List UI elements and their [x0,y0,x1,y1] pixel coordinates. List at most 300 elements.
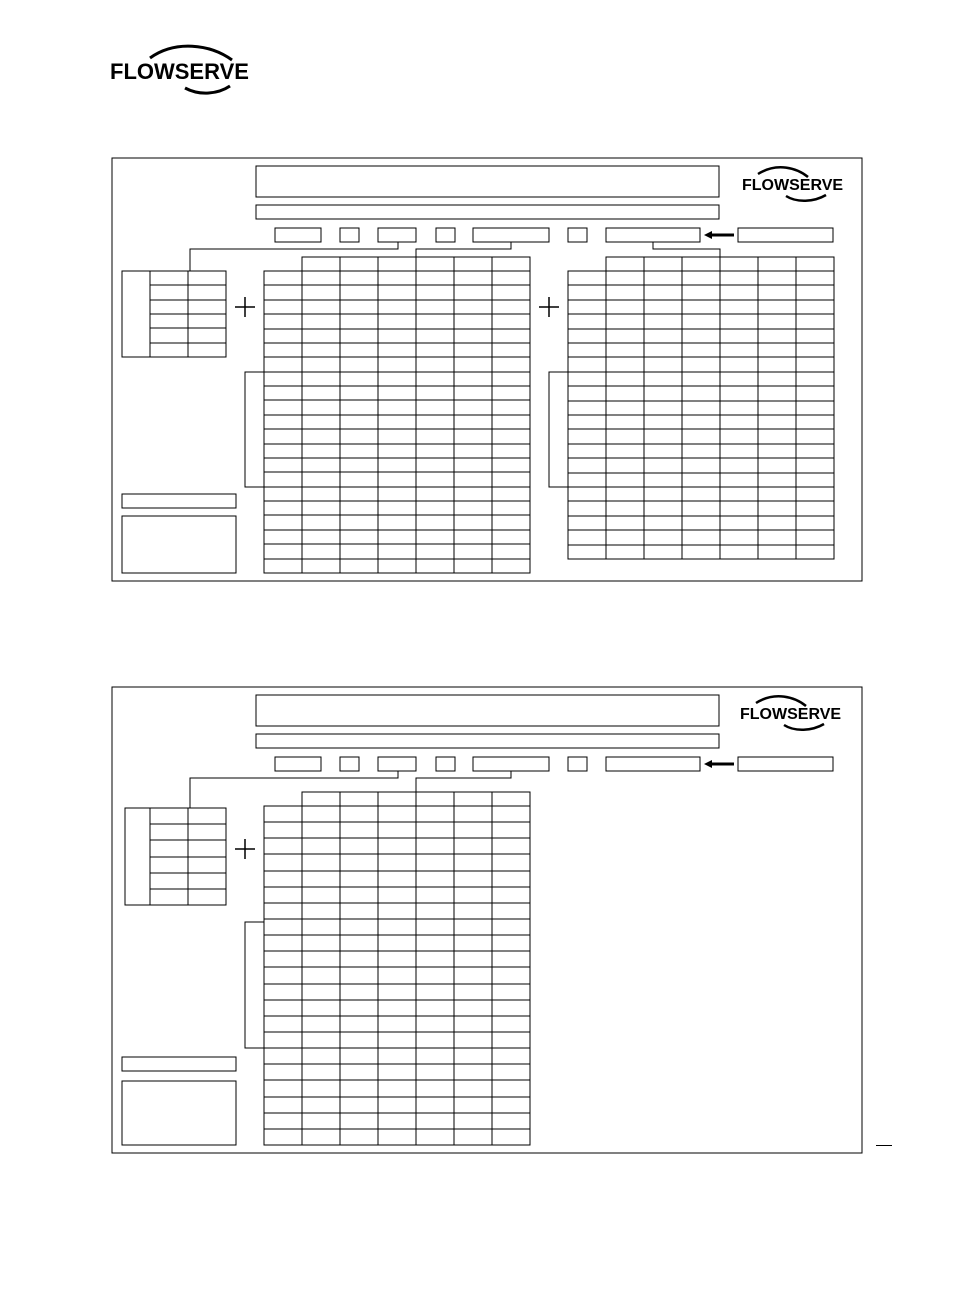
code-box-2[interactable] [340,228,359,242]
main-grid-row-label-cell[interactable] [264,415,302,429]
small-grid-cell[interactable] [188,808,226,824]
secondary-grid-table-cell[interactable] [606,530,644,545]
main-grid-table-cell[interactable] [454,903,492,919]
main-grid-table-cell[interactable] [416,887,454,903]
secondary-grid-table-cell[interactable] [606,314,644,329]
small-grid-cell[interactable] [150,328,188,343]
main-grid-table-cell[interactable] [340,967,378,984]
main-grid-table-cell[interactable] [416,1113,454,1129]
main-grid-row-label-cell[interactable] [264,400,302,415]
main-grid-table-cell[interactable] [378,530,416,544]
main-grid-table-cell[interactable] [378,919,416,935]
main-grid-table-cell[interactable] [302,429,340,444]
small-grid-cell[interactable] [150,857,188,873]
main-grid-table-cell[interactable] [454,386,492,400]
main-grid-table-cell[interactable] [454,854,492,871]
main-grid-table-cell[interactable] [378,544,416,559]
secondary-grid-table-cell[interactable] [796,501,834,516]
secondary-grid-table-cell[interactable] [682,415,720,429]
main-grid-table-cell[interactable] [340,487,378,501]
main-grid-table-cell[interactable] [416,530,454,544]
secondary-grid-table-cell[interactable] [644,429,682,444]
main-grid-table-cell[interactable] [492,1113,530,1129]
main-grid-row-label-cell[interactable] [264,967,302,984]
secondary-grid-table-cell[interactable] [758,429,796,444]
main-grid-table-cell[interactable] [454,343,492,357]
main-grid-table-cell[interactable] [302,1016,340,1032]
secondary-grid-table-cell[interactable] [796,343,834,357]
main-grid-table-cell[interactable] [454,1113,492,1129]
code-box-1[interactable] [275,757,321,771]
main-grid-table-cell[interactable] [416,314,454,329]
main-grid-table-cell[interactable] [378,1048,416,1064]
main-grid-row-label-cell[interactable] [264,386,302,400]
main-grid-table-cell[interactable] [302,951,340,967]
main-grid-table-cell[interactable] [302,386,340,400]
main-grid-table-cell[interactable] [416,415,454,429]
main-grid-table-cell[interactable] [378,285,416,300]
secondary-grid-table-cell[interactable] [606,285,644,300]
main-grid-table-cell[interactable] [454,429,492,444]
main-grid-row-label-cell[interactable] [264,271,302,285]
main-grid-table-cell[interactable] [378,903,416,919]
main-grid-table-cell[interactable] [340,806,378,822]
main-grid-table-cell[interactable] [454,838,492,854]
secondary-grid-table-cell[interactable] [682,444,720,458]
secondary-grid-table-cell[interactable] [682,386,720,401]
main-grid-row-label-cell[interactable] [264,1032,302,1048]
secondary-grid-table-cell[interactable] [682,401,720,415]
main-grid-table-cell[interactable] [378,854,416,871]
secondary-grid-table-cell[interactable] [758,501,796,516]
secondary-grid-table-cell[interactable] [682,501,720,516]
main-grid-table-cell[interactable] [416,1016,454,1032]
main-grid-table-cell[interactable] [340,343,378,357]
main-grid-table-cell[interactable] [302,871,340,887]
main-grid-table-cell[interactable] [416,1048,454,1064]
main-grid-table-cell[interactable] [302,919,340,935]
main-grid-table-cell[interactable] [340,530,378,544]
code-box-4[interactable] [436,757,455,771]
secondary-grid-row-label-cell[interactable] [568,545,606,559]
main-grid-table-cell[interactable] [302,501,340,515]
secondary-grid-table-cell[interactable] [606,300,644,314]
main-grid-table-cell[interactable] [492,343,530,357]
main-grid-table-cell[interactable] [454,501,492,515]
main-grid-table-cell[interactable] [454,822,492,838]
main-grid-table-cell[interactable] [378,343,416,357]
secondary-grid-row-label-cell[interactable] [568,473,606,487]
main-grid-table-cell[interactable] [340,1097,378,1113]
title-field[interactable] [256,695,719,726]
main-grid-table-cell[interactable] [454,984,492,1000]
main-grid-table-cell[interactable] [378,559,416,573]
main-grid-table-cell[interactable] [416,400,454,415]
secondary-grid-row-label-cell[interactable] [568,300,606,314]
main-grid-table-cell[interactable] [302,372,340,386]
subtitle-field[interactable] [256,734,719,748]
secondary-grid-table-cell[interactable] [758,329,796,343]
secondary-grid-table-cell[interactable] [644,458,682,473]
main-grid-table-cell[interactable] [492,515,530,530]
secondary-grid-table-cell[interactable] [720,401,758,415]
secondary-grid-table-cell[interactable] [758,545,796,559]
main-grid-table-cell[interactable] [340,458,378,472]
secondary-grid-table-cell[interactable] [644,372,682,386]
main-grid-table-cell[interactable] [340,887,378,903]
secondary-grid-table-cell[interactable] [796,357,834,372]
secondary-grid-table-cell[interactable] [682,271,720,285]
small-grid-cell[interactable] [150,300,188,314]
main-grid-row-label-cell[interactable] [264,887,302,903]
code-box-5[interactable] [473,757,549,771]
small-grid-cell[interactable] [150,889,188,905]
main-grid-table-cell[interactable] [340,400,378,415]
main-grid-table-cell[interactable] [378,357,416,372]
secondary-grid-table-cell[interactable] [720,343,758,357]
main-grid-row-label-cell[interactable] [264,515,302,530]
main-grid-table-cell[interactable] [492,487,530,501]
main-grid-table-cell[interactable] [340,919,378,935]
main-grid-row-label-cell[interactable] [264,300,302,314]
secondary-grid-table-cell[interactable] [682,285,720,300]
main-grid-table-cell[interactable] [378,1032,416,1048]
main-grid-table-cell[interactable] [302,984,340,1000]
main-grid-table-cell[interactable] [302,1032,340,1048]
main-grid-table-cell[interactable] [302,285,340,300]
main-grid-table-cell[interactable] [454,967,492,984]
main-grid-table-cell[interactable] [454,487,492,501]
main-grid-table-cell[interactable] [340,1000,378,1016]
title-field[interactable] [256,166,719,197]
secondary-grid-table-cell[interactable] [796,285,834,300]
main-grid-table-cell[interactable] [340,386,378,400]
main-grid-table-cell[interactable] [492,472,530,487]
secondary-grid-table-cell[interactable] [720,530,758,545]
small-grid-cell[interactable] [150,873,188,889]
main-grid-table-cell[interactable] [492,967,530,984]
main-grid-table-cell[interactable] [492,285,530,300]
main-grid-table-cell[interactable] [340,1113,378,1129]
secondary-grid-table-cell[interactable] [644,516,682,530]
secondary-grid-table-cell[interactable] [796,386,834,401]
main-grid-table-cell[interactable] [454,444,492,458]
main-grid-row-label-cell[interactable] [264,559,302,573]
main-grid-table-cell[interactable] [416,935,454,951]
main-grid-table-cell[interactable] [416,386,454,400]
code-box-6[interactable] [568,757,587,771]
secondary-grid-table-cell[interactable] [796,401,834,415]
main-grid-table-cell[interactable] [416,372,454,386]
main-grid-table-cell[interactable] [378,806,416,822]
main-grid-table-cell[interactable] [378,458,416,472]
secondary-grid-table-cell[interactable] [606,372,644,386]
main-grid-table-cell[interactable] [378,1129,416,1145]
secondary-grid-table-cell[interactable] [644,487,682,501]
main-grid-table-cell[interactable] [302,1129,340,1145]
small-grid-bracket-cell[interactable] [122,271,150,357]
secondary-grid-table-cell[interactable] [682,487,720,501]
main-grid-table-cell[interactable] [492,444,530,458]
secondary-grid-table-cell[interactable] [720,545,758,559]
secondary-grid-table-cell[interactable] [796,300,834,314]
main-grid-table-cell[interactable] [454,314,492,329]
main-grid-table-cell[interactable] [416,444,454,458]
main-grid-table-cell[interactable] [454,400,492,415]
secondary-grid-row-label-cell[interactable] [568,285,606,300]
main-grid-table-cell[interactable] [416,343,454,357]
main-grid-table-cell[interactable] [378,871,416,887]
small-grid-cell[interactable] [150,271,188,285]
main-grid-table-cell[interactable] [302,854,340,871]
main-grid-row-label-cell[interactable] [264,1064,302,1080]
secondary-grid-table-cell[interactable] [682,343,720,357]
main-grid-table-cell[interactable] [416,919,454,935]
main-grid-table-cell[interactable] [416,1032,454,1048]
main-grid-table-cell[interactable] [492,329,530,343]
main-grid-table-cell[interactable] [454,871,492,887]
main-grid-table-cell[interactable] [454,1129,492,1145]
main-grid-table-cell[interactable] [492,458,530,472]
main-grid-table-cell[interactable] [416,285,454,300]
main-grid-row-label-cell[interactable] [264,444,302,458]
secondary-grid-table-cell[interactable] [682,530,720,545]
main-grid-table-cell[interactable] [378,515,416,530]
main-grid-table-cell[interactable] [340,1064,378,1080]
main-grid-table-cell[interactable] [454,544,492,559]
main-grid-table-cell[interactable] [492,357,530,372]
code-box-1[interactable] [275,228,321,242]
secondary-grid-table-cell[interactable] [796,530,834,545]
main-grid-table-cell[interactable] [378,372,416,386]
main-grid-table-cell[interactable] [416,501,454,515]
secondary-grid-table-cell[interactable] [796,444,834,458]
small-grid-cell[interactable] [188,857,226,873]
main-grid-table-cell[interactable] [492,1129,530,1145]
main-grid-table-cell[interactable] [492,1016,530,1032]
secondary-grid-table-cell[interactable] [758,343,796,357]
main-grid-table-cell[interactable] [302,400,340,415]
secondary-grid-table-cell[interactable] [796,487,834,501]
secondary-grid-row-label-cell[interactable] [568,343,606,357]
main-grid-row-label-cell[interactable] [264,1113,302,1129]
secondary-grid-table-cell[interactable] [644,415,682,429]
main-grid-table-cell[interactable] [492,544,530,559]
secondary-grid-table-cell[interactable] [796,314,834,329]
main-grid-table-cell[interactable] [492,806,530,822]
main-grid-table-cell[interactable] [492,903,530,919]
main-grid-table-cell[interactable] [340,285,378,300]
main-grid-table-cell[interactable] [492,1048,530,1064]
main-grid-row-label-cell[interactable] [264,429,302,444]
secondary-grid-row-label-cell[interactable] [568,516,606,530]
main-grid-row-label-cell[interactable] [264,935,302,951]
main-grid-table-cell[interactable] [340,1080,378,1097]
main-grid-table-cell[interactable] [454,559,492,573]
main-grid-row-label-cell[interactable] [264,544,302,559]
main-grid-table-cell[interactable] [378,300,416,314]
main-grid-table-cell[interactable] [416,1064,454,1080]
main-grid-table-cell[interactable] [340,984,378,1000]
main-grid-table-cell[interactable] [416,951,454,967]
main-grid-table-cell[interactable] [492,501,530,515]
main-grid-table-cell[interactable] [454,357,492,372]
main-grid-table-cell[interactable] [302,444,340,458]
main-grid-table-cell[interactable] [416,429,454,444]
main-grid-table-cell[interactable] [416,544,454,559]
main-grid-table-cell[interactable] [302,1097,340,1113]
main-grid-table-cell[interactable] [454,806,492,822]
secondary-grid-table-cell[interactable] [758,473,796,487]
main-grid-row-label-cell[interactable] [264,343,302,357]
secondary-grid-table-cell[interactable] [720,516,758,530]
code-box-4[interactable] [436,228,455,242]
main-grid-table-cell[interactable] [340,1016,378,1032]
main-grid-table-cell[interactable] [340,838,378,854]
small-grid-cell[interactable] [150,343,188,357]
subtitle-field[interactable] [256,205,719,219]
main-grid-table-cell[interactable] [378,1113,416,1129]
main-grid-table-cell[interactable] [302,458,340,472]
secondary-grid-table-cell[interactable] [682,545,720,559]
main-grid-table-cell[interactable] [454,935,492,951]
main-grid-table-cell[interactable] [302,887,340,903]
secondary-grid-table-cell[interactable] [682,314,720,329]
main-grid-table-cell[interactable] [416,458,454,472]
main-grid-table-cell[interactable] [340,1129,378,1145]
secondary-grid-table-cell[interactable] [606,329,644,343]
main-grid-row-label-cell[interactable] [264,806,302,822]
secondary-grid-table-cell[interactable] [796,545,834,559]
main-grid-table-cell[interactable] [416,1080,454,1097]
secondary-grid-table-cell[interactable] [720,386,758,401]
secondary-grid-table-cell[interactable] [644,545,682,559]
main-grid-row-label-cell[interactable] [264,1048,302,1064]
main-grid-table-cell[interactable] [378,444,416,458]
main-grid-table-cell[interactable] [416,1129,454,1145]
main-grid-table-cell[interactable] [492,530,530,544]
main-grid-table-cell[interactable] [302,806,340,822]
secondary-grid-table-cell[interactable] [682,429,720,444]
main-grid-table-cell[interactable] [302,967,340,984]
secondary-grid-table-cell[interactable] [758,386,796,401]
main-grid-table-cell[interactable] [340,444,378,458]
main-grid-table-cell[interactable] [492,372,530,386]
secondary-grid-table-cell[interactable] [720,458,758,473]
main-grid-table-cell[interactable] [454,1032,492,1048]
main-grid-table-cell[interactable] [302,1064,340,1080]
secondary-grid-row-label-cell[interactable] [568,271,606,285]
main-grid-table-cell[interactable] [416,854,454,871]
main-grid-table-cell[interactable] [340,935,378,951]
main-grid-table-cell[interactable] [302,271,340,285]
main-grid-table-cell[interactable] [302,1000,340,1016]
main-grid-row-label-cell[interactable] [264,329,302,343]
secondary-grid-table-cell[interactable] [682,357,720,372]
secondary-grid-table-cell[interactable] [644,444,682,458]
small-grid-cell[interactable] [150,840,188,857]
secondary-grid-table-cell[interactable] [758,372,796,386]
secondary-grid-table-cell[interactable] [758,285,796,300]
secondary-grid-table-cell[interactable] [720,415,758,429]
main-grid-table-cell[interactable] [492,415,530,429]
small-grid-bracket-cell[interactable] [125,808,150,905]
small-grid-cell[interactable] [188,889,226,905]
secondary-grid-table-cell[interactable] [758,357,796,372]
main-grid-table-cell[interactable] [492,429,530,444]
secondary-grid-table-cell[interactable] [682,473,720,487]
main-grid-table-cell[interactable] [302,329,340,343]
main-grid-table-cell[interactable] [378,1000,416,1016]
secondary-grid-table-cell[interactable] [606,473,644,487]
main-grid-table-cell[interactable] [492,386,530,400]
secondary-grid-table-cell[interactable] [720,271,758,285]
small-grid-cell[interactable] [188,300,226,314]
main-grid-table-cell[interactable] [454,415,492,429]
main-grid-row-label-cell[interactable] [264,357,302,372]
main-grid-table-cell[interactable] [454,1097,492,1113]
code-box-6[interactable] [568,228,587,242]
secondary-grid-table-cell[interactable] [644,357,682,372]
main-grid-table-cell[interactable] [340,1048,378,1064]
main-grid-table-cell[interactable] [416,903,454,919]
main-grid-table-cell[interactable] [378,935,416,951]
main-grid-table-cell[interactable] [416,822,454,838]
secondary-grid-table-cell[interactable] [720,300,758,314]
main-grid-table-cell[interactable] [492,951,530,967]
main-grid-table-cell[interactable] [416,806,454,822]
main-grid-table-cell[interactable] [454,1016,492,1032]
secondary-grid-table-cell[interactable] [606,386,644,401]
main-grid-table-cell[interactable] [340,372,378,386]
small-grid-cell[interactable] [150,808,188,824]
main-grid-table-cell[interactable] [302,544,340,559]
secondary-grid-table-cell[interactable] [606,487,644,501]
small-grid-cell[interactable] [188,873,226,889]
main-grid-table-cell[interactable] [302,822,340,838]
main-grid-table-cell[interactable] [340,429,378,444]
secondary-grid-table-cell[interactable] [758,516,796,530]
main-grid-table-cell[interactable] [416,559,454,573]
secondary-grid-row-label-cell[interactable] [568,372,606,386]
main-grid-row-label-cell[interactable] [264,1080,302,1097]
main-grid-table-cell[interactable] [340,903,378,919]
secondary-grid-row-label-cell[interactable] [568,357,606,372]
main-grid-table-cell[interactable] [454,515,492,530]
main-grid-table-cell[interactable] [302,903,340,919]
secondary-grid-table-cell[interactable] [720,357,758,372]
main-grid-table-cell[interactable] [302,357,340,372]
secondary-grid-table-cell[interactable] [796,458,834,473]
code-box-8[interactable] [738,757,833,771]
secondary-grid-table-cell[interactable] [758,271,796,285]
main-grid-table-cell[interactable] [492,1032,530,1048]
main-grid-table-cell[interactable] [340,871,378,887]
main-grid-table-cell[interactable] [492,1080,530,1097]
main-grid-table-cell[interactable] [416,967,454,984]
main-grid-table-cell[interactable] [302,1048,340,1064]
secondary-grid-table-cell[interactable] [606,444,644,458]
main-grid-table-cell[interactable] [416,329,454,343]
code-box-2[interactable] [340,757,359,771]
main-grid-table-cell[interactable] [492,984,530,1000]
secondary-grid-table-cell[interactable] [758,458,796,473]
main-grid-table-cell[interactable] [454,1080,492,1097]
secondary-grid-row-label-cell[interactable] [568,415,606,429]
main-grid-table-cell[interactable] [378,415,416,429]
secondary-grid-table-cell[interactable] [606,415,644,429]
main-grid-table-cell[interactable] [302,515,340,530]
